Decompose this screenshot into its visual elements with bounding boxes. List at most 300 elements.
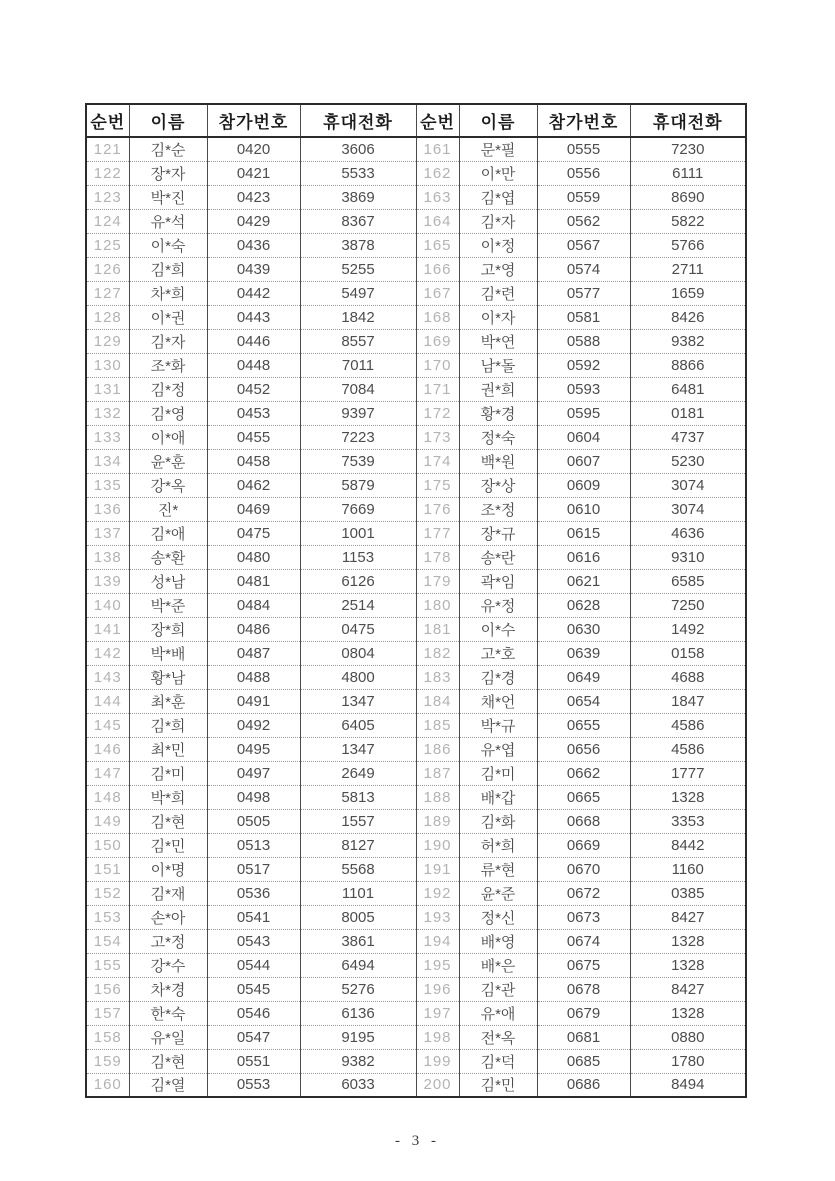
cell-mobile: 7539 — [300, 449, 416, 473]
cell-seq: 185 — [416, 713, 459, 737]
cell-entry-number: 0492 — [207, 713, 300, 737]
cell-name: 남*돌 — [459, 353, 537, 377]
cell-mobile: 1328 — [630, 929, 746, 953]
cell-entry-number: 0513 — [207, 833, 300, 857]
table-row — [86, 593, 746, 617]
cell-name: 김*련 — [459, 281, 537, 305]
cell-name: 박*연 — [459, 329, 537, 353]
cell-entry-number: 0556 — [537, 161, 630, 185]
cell-mobile: 8127 — [300, 833, 416, 857]
table-row — [86, 1025, 746, 1049]
cell-mobile: 1847 — [630, 689, 746, 713]
cell-name: 문*필 — [459, 137, 537, 161]
column-header-mobile: 휴대전화 — [300, 104, 416, 137]
table-row — [86, 929, 746, 953]
cell-entry-number: 0475 — [207, 521, 300, 545]
cell-entry-number: 0488 — [207, 665, 300, 689]
table-row — [86, 161, 746, 185]
cell-mobile: 9397 — [300, 401, 416, 425]
cell-entry-number: 0656 — [537, 737, 630, 761]
cell-entry-number: 0497 — [207, 761, 300, 785]
cell-seq: 135 — [86, 473, 129, 497]
cell-name: 김*정 — [129, 377, 207, 401]
cell-name: 최*민 — [129, 737, 207, 761]
cell-name: 박*배 — [129, 641, 207, 665]
table-row — [86, 737, 746, 761]
cell-mobile: 9382 — [300, 1049, 416, 1073]
cell-seq: 142 — [86, 641, 129, 665]
cell-entry-number: 0443 — [207, 305, 300, 329]
cell-entry-number: 0610 — [537, 497, 630, 521]
cell-name: 조*화 — [129, 353, 207, 377]
cell-entry-number: 0674 — [537, 929, 630, 953]
cell-mobile: 3606 — [300, 137, 416, 161]
cell-seq: 144 — [86, 689, 129, 713]
cell-seq: 171 — [416, 377, 459, 401]
cell-mobile: 1347 — [300, 737, 416, 761]
cell-seq: 145 — [86, 713, 129, 737]
cell-entry-number: 0458 — [207, 449, 300, 473]
table-row — [86, 497, 746, 521]
cell-mobile: 6481 — [630, 377, 746, 401]
cell-mobile: 6494 — [300, 953, 416, 977]
cell-entry-number: 0455 — [207, 425, 300, 449]
cell-mobile: 6111 — [630, 161, 746, 185]
table-row — [86, 977, 746, 1001]
cell-seq: 155 — [86, 953, 129, 977]
cell-mobile: 8427 — [630, 905, 746, 929]
cell-entry-number: 0615 — [537, 521, 630, 545]
cell-seq: 183 — [416, 665, 459, 689]
cell-mobile: 2711 — [630, 257, 746, 281]
table-row — [86, 353, 746, 377]
cell-seq: 179 — [416, 569, 459, 593]
cell-mobile: 1557 — [300, 809, 416, 833]
cell-entry-number: 0551 — [207, 1049, 300, 1073]
cell-mobile: 5879 — [300, 473, 416, 497]
cell-entry-number: 0536 — [207, 881, 300, 905]
cell-mobile: 9382 — [630, 329, 746, 353]
cell-entry-number: 0654 — [537, 689, 630, 713]
cell-seq: 152 — [86, 881, 129, 905]
cell-name: 박*준 — [129, 593, 207, 617]
cell-mobile: 7669 — [300, 497, 416, 521]
cell-seq: 182 — [416, 641, 459, 665]
cell-entry-number: 0604 — [537, 425, 630, 449]
cell-seq: 191 — [416, 857, 459, 881]
column-header-mobile: 휴대전화 — [630, 104, 746, 137]
cell-mobile: 1328 — [630, 1001, 746, 1025]
cell-entry-number: 0593 — [537, 377, 630, 401]
cell-entry-number: 0505 — [207, 809, 300, 833]
cell-mobile: 1328 — [630, 785, 746, 809]
table-row — [86, 689, 746, 713]
cell-mobile: 8005 — [300, 905, 416, 929]
cell-entry-number: 0495 — [207, 737, 300, 761]
cell-entry-number: 0678 — [537, 977, 630, 1001]
cell-seq: 153 — [86, 905, 129, 929]
cell-entry-number: 0588 — [537, 329, 630, 353]
cell-seq: 169 — [416, 329, 459, 353]
cell-name: 김*화 — [459, 809, 537, 833]
cell-mobile: 8442 — [630, 833, 746, 857]
cell-name: 고*영 — [459, 257, 537, 281]
table-row — [86, 665, 746, 689]
cell-name: 이*자 — [459, 305, 537, 329]
cell-entry-number: 0462 — [207, 473, 300, 497]
cell-name: 김*애 — [129, 521, 207, 545]
cell-name: 장*상 — [459, 473, 537, 497]
cell-entry-number: 0541 — [207, 905, 300, 929]
cell-mobile: 5276 — [300, 977, 416, 1001]
cell-mobile: 7223 — [300, 425, 416, 449]
cell-seq: 158 — [86, 1025, 129, 1049]
cell-mobile: 1842 — [300, 305, 416, 329]
cell-entry-number: 0675 — [537, 953, 630, 977]
cell-mobile: 3878 — [300, 233, 416, 257]
cell-name: 김*자 — [129, 329, 207, 353]
cell-seq: 172 — [416, 401, 459, 425]
table-row — [86, 569, 746, 593]
cell-name: 황*경 — [459, 401, 537, 425]
table-row — [86, 953, 746, 977]
table-row — [86, 473, 746, 497]
cell-name: 김*경 — [459, 665, 537, 689]
cell-seq: 165 — [416, 233, 459, 257]
cell-mobile: 3074 — [630, 473, 746, 497]
cell-seq: 187 — [416, 761, 459, 785]
cell-mobile: 8866 — [630, 353, 746, 377]
cell-entry-number: 0446 — [207, 329, 300, 353]
cell-entry-number: 0517 — [207, 857, 300, 881]
cell-entry-number: 0555 — [537, 137, 630, 161]
cell-mobile: 7230 — [630, 137, 746, 161]
cell-mobile: 9195 — [300, 1025, 416, 1049]
cell-mobile: 5822 — [630, 209, 746, 233]
cell-mobile: 5497 — [300, 281, 416, 305]
cell-mobile: 6405 — [300, 713, 416, 737]
table-header-row — [86, 104, 746, 137]
cell-entry-number: 0420 — [207, 137, 300, 161]
cell-name: 박*규 — [459, 713, 537, 737]
cell-seq: 138 — [86, 545, 129, 569]
cell-name: 이*명 — [129, 857, 207, 881]
cell-entry-number: 0544 — [207, 953, 300, 977]
cell-name: 김*자 — [459, 209, 537, 233]
cell-mobile: 8367 — [300, 209, 416, 233]
cell-name: 박*희 — [129, 785, 207, 809]
cell-seq: 124 — [86, 209, 129, 233]
cell-seq: 197 — [416, 1001, 459, 1025]
cell-name: 김*현 — [129, 1049, 207, 1073]
cell-name: 장*희 — [129, 617, 207, 641]
cell-mobile: 1347 — [300, 689, 416, 713]
cell-mobile: 0181 — [630, 401, 746, 425]
cell-seq: 140 — [86, 593, 129, 617]
cell-name: 강*옥 — [129, 473, 207, 497]
cell-name: 채*언 — [459, 689, 537, 713]
cell-name: 성*남 — [129, 569, 207, 593]
cell-seq: 123 — [86, 185, 129, 209]
cell-mobile: 1328 — [630, 953, 746, 977]
cell-mobile: 7011 — [300, 353, 416, 377]
cell-entry-number: 0679 — [537, 1001, 630, 1025]
table-row — [86, 425, 746, 449]
cell-seq: 151 — [86, 857, 129, 881]
cell-entry-number: 0559 — [537, 185, 630, 209]
table-row — [86, 713, 746, 737]
cell-mobile: 4586 — [630, 737, 746, 761]
cell-name: 배*갑 — [459, 785, 537, 809]
cell-entry-number: 0436 — [207, 233, 300, 257]
table-row — [86, 809, 746, 833]
cell-name: 유*석 — [129, 209, 207, 233]
cell-seq: 154 — [86, 929, 129, 953]
column-header-entry-number: 참가번호 — [537, 104, 630, 137]
cell-name: 유*애 — [459, 1001, 537, 1025]
cell-name: 김*재 — [129, 881, 207, 905]
cell-seq: 198 — [416, 1025, 459, 1049]
cell-seq: 146 — [86, 737, 129, 761]
cell-name: 진* — [129, 497, 207, 521]
cell-seq: 121 — [86, 137, 129, 161]
cell-entry-number: 0453 — [207, 401, 300, 425]
cell-name: 이*애 — [129, 425, 207, 449]
cell-mobile: 4737 — [630, 425, 746, 449]
cell-mobile: 1777 — [630, 761, 746, 785]
cell-mobile: 5230 — [630, 449, 746, 473]
cell-seq: 173 — [416, 425, 459, 449]
cell-entry-number: 0595 — [537, 401, 630, 425]
cell-seq: 180 — [416, 593, 459, 617]
cell-mobile: 6585 — [630, 569, 746, 593]
cell-name: 박*진 — [129, 185, 207, 209]
cell-mobile: 7250 — [630, 593, 746, 617]
cell-seq: 188 — [416, 785, 459, 809]
table-row — [86, 257, 746, 281]
cell-mobile: 1101 — [300, 881, 416, 905]
cell-mobile: 1780 — [630, 1049, 746, 1073]
cell-name: 유*정 — [459, 593, 537, 617]
cell-mobile: 0475 — [300, 617, 416, 641]
cell-name: 김*순 — [129, 137, 207, 161]
table-row — [86, 329, 746, 353]
cell-name: 차*경 — [129, 977, 207, 1001]
cell-entry-number: 0487 — [207, 641, 300, 665]
cell-name: 김*엽 — [459, 185, 537, 209]
cell-seq: 134 — [86, 449, 129, 473]
cell-name: 류*현 — [459, 857, 537, 881]
table-row — [86, 233, 746, 257]
table-row — [86, 857, 746, 881]
table-row — [86, 401, 746, 425]
cell-seq: 125 — [86, 233, 129, 257]
cell-entry-number: 0442 — [207, 281, 300, 305]
cell-entry-number: 0562 — [537, 209, 630, 233]
cell-name: 김*미 — [459, 761, 537, 785]
cell-name: 최*훈 — [129, 689, 207, 713]
cell-name: 김*관 — [459, 977, 537, 1001]
cell-mobile: 2649 — [300, 761, 416, 785]
table-row — [86, 833, 746, 857]
column-header-seq: 순번 — [86, 104, 129, 137]
cell-name: 김*영 — [129, 401, 207, 425]
cell-entry-number: 0452 — [207, 377, 300, 401]
cell-entry-number: 0498 — [207, 785, 300, 809]
cell-name: 유*엽 — [459, 737, 537, 761]
cell-entry-number: 0665 — [537, 785, 630, 809]
cell-seq: 170 — [416, 353, 459, 377]
cell-mobile: 1160 — [630, 857, 746, 881]
cell-mobile: 4586 — [630, 713, 746, 737]
cell-mobile: 0880 — [630, 1025, 746, 1049]
cell-seq: 130 — [86, 353, 129, 377]
cell-seq: 200 — [416, 1073, 459, 1097]
cell-seq: 139 — [86, 569, 129, 593]
cell-seq: 129 — [86, 329, 129, 353]
cell-seq: 176 — [416, 497, 459, 521]
cell-seq: 150 — [86, 833, 129, 857]
cell-name: 고*정 — [129, 929, 207, 953]
cell-seq: 148 — [86, 785, 129, 809]
table-row — [86, 377, 746, 401]
cell-seq: 137 — [86, 521, 129, 545]
cell-mobile: 3353 — [630, 809, 746, 833]
cell-mobile: 8557 — [300, 329, 416, 353]
cell-seq: 141 — [86, 617, 129, 641]
cell-entry-number: 0669 — [537, 833, 630, 857]
cell-name: 장*자 — [129, 161, 207, 185]
cell-mobile: 4688 — [630, 665, 746, 689]
cell-name: 김*덕 — [459, 1049, 537, 1073]
cell-name: 김*희 — [129, 257, 207, 281]
cell-seq: 147 — [86, 761, 129, 785]
cell-entry-number: 0607 — [537, 449, 630, 473]
table-row — [86, 641, 746, 665]
cell-name: 김*열 — [129, 1073, 207, 1097]
cell-entry-number: 0592 — [537, 353, 630, 377]
cell-seq: 127 — [86, 281, 129, 305]
cell-entry-number: 0616 — [537, 545, 630, 569]
cell-name: 김*미 — [129, 761, 207, 785]
cell-seq: 160 — [86, 1073, 129, 1097]
cell-seq: 166 — [416, 257, 459, 281]
cell-seq: 192 — [416, 881, 459, 905]
cell-seq: 149 — [86, 809, 129, 833]
cell-seq: 126 — [86, 257, 129, 281]
cell-seq: 132 — [86, 401, 129, 425]
cell-seq: 194 — [416, 929, 459, 953]
table-row — [86, 185, 746, 209]
cell-entry-number: 0681 — [537, 1025, 630, 1049]
cell-name: 송*란 — [459, 545, 537, 569]
cell-entry-number: 0484 — [207, 593, 300, 617]
column-header-name: 이름 — [129, 104, 207, 137]
cell-mobile: 1659 — [630, 281, 746, 305]
cell-mobile: 1001 — [300, 521, 416, 545]
cell-entry-number: 0662 — [537, 761, 630, 785]
cell-entry-number: 0421 — [207, 161, 300, 185]
column-header-name: 이름 — [459, 104, 537, 137]
cell-seq: 133 — [86, 425, 129, 449]
cell-seq: 196 — [416, 977, 459, 1001]
cell-mobile: 5533 — [300, 161, 416, 185]
cell-mobile: 8427 — [630, 977, 746, 1001]
cell-name: 이*숙 — [129, 233, 207, 257]
participant-table — [85, 103, 747, 1098]
cell-seq: 156 — [86, 977, 129, 1001]
table-row — [86, 545, 746, 569]
cell-seq: 186 — [416, 737, 459, 761]
cell-entry-number: 0553 — [207, 1073, 300, 1097]
cell-seq: 199 — [416, 1049, 459, 1073]
cell-entry-number: 0448 — [207, 353, 300, 377]
cell-name: 정*숙 — [459, 425, 537, 449]
cell-mobile: 3861 — [300, 929, 416, 953]
table-row — [86, 905, 746, 929]
column-header-entry-number: 참가번호 — [207, 104, 300, 137]
cell-mobile: 5766 — [630, 233, 746, 257]
cell-entry-number: 0668 — [537, 809, 630, 833]
cell-seq: 174 — [416, 449, 459, 473]
cell-mobile: 6136 — [300, 1001, 416, 1025]
cell-mobile: 5568 — [300, 857, 416, 881]
cell-name: 백*원 — [459, 449, 537, 473]
table-row — [86, 1073, 746, 1097]
cell-name: 한*숙 — [129, 1001, 207, 1025]
cell-seq: 189 — [416, 809, 459, 833]
cell-name: 김*현 — [129, 809, 207, 833]
cell-name: 송*환 — [129, 545, 207, 569]
cell-entry-number: 0486 — [207, 617, 300, 641]
cell-entry-number: 0581 — [537, 305, 630, 329]
cell-entry-number: 0481 — [207, 569, 300, 593]
cell-entry-number: 0480 — [207, 545, 300, 569]
cell-entry-number: 0491 — [207, 689, 300, 713]
cell-name: 고*호 — [459, 641, 537, 665]
cell-mobile: 8690 — [630, 185, 746, 209]
cell-mobile: 9310 — [630, 545, 746, 569]
cell-seq: 190 — [416, 833, 459, 857]
table-row — [86, 137, 746, 161]
table-row — [86, 305, 746, 329]
cell-seq: 193 — [416, 905, 459, 929]
cell-entry-number: 0574 — [537, 257, 630, 281]
table-row — [86, 449, 746, 473]
cell-seq: 177 — [416, 521, 459, 545]
cell-seq: 163 — [416, 185, 459, 209]
cell-seq: 195 — [416, 953, 459, 977]
cell-name: 손*아 — [129, 905, 207, 929]
cell-mobile: 7084 — [300, 377, 416, 401]
cell-name: 이*권 — [129, 305, 207, 329]
cell-seq: 184 — [416, 689, 459, 713]
table-body — [86, 137, 746, 1097]
cell-entry-number: 0543 — [207, 929, 300, 953]
cell-entry-number: 0621 — [537, 569, 630, 593]
cell-mobile: 3869 — [300, 185, 416, 209]
cell-mobile: 0385 — [630, 881, 746, 905]
cell-name: 황*남 — [129, 665, 207, 689]
table-row — [86, 521, 746, 545]
cell-seq: 162 — [416, 161, 459, 185]
cell-name: 윤*준 — [459, 881, 537, 905]
cell-entry-number: 0609 — [537, 473, 630, 497]
cell-name: 이*정 — [459, 233, 537, 257]
cell-entry-number: 0423 — [207, 185, 300, 209]
cell-entry-number: 0439 — [207, 257, 300, 281]
cell-seq: 122 — [86, 161, 129, 185]
